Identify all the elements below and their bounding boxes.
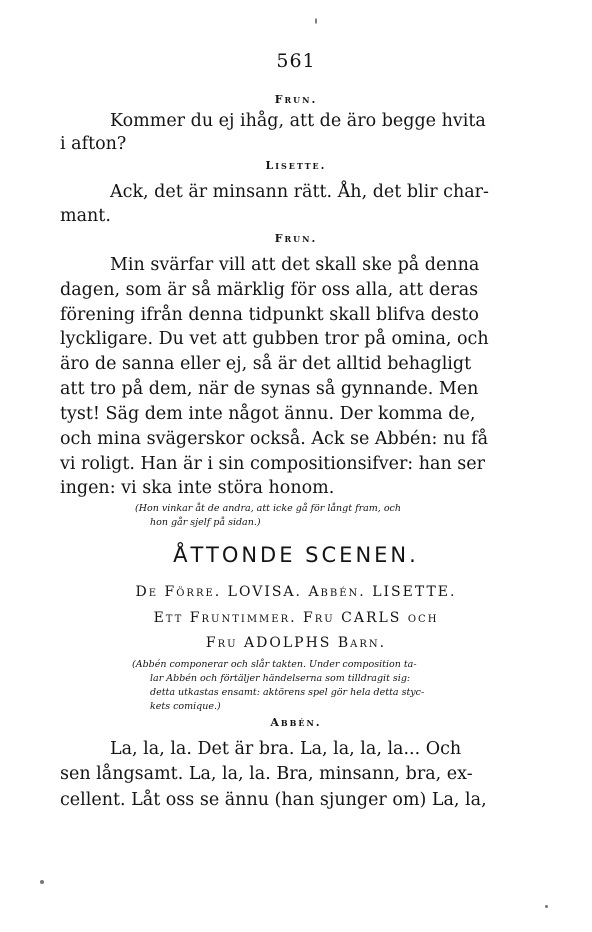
text-line: lyckligare. Du vet att gubben tror på omina, och: [60, 329, 489, 349]
speaker-label: Frun.: [274, 232, 318, 245]
speaker-label: Lisette.: [265, 159, 327, 172]
text-line: Min svärfar vill att det skall ske på denna: [110, 255, 480, 275]
text-line: att tro på dem, när de synas så gynnande. Men: [60, 379, 479, 399]
text-line: vi roligt. Han är i sin compositionsifver: han ser: [60, 454, 486, 474]
text-line: förening ifrån denna tidpunkt skall blifva desto: [60, 305, 479, 325]
cast-list-line: [0, 607, 592, 626]
text-line: tyst! Säg dem inte något ännu. Der komma de,: [60, 404, 476, 424]
cast-name: Ett Fruntimmer. Fru CARLS och: [153, 610, 439, 626]
text-line: och mina svägerskor också. Ack se Abbén: nu få: [60, 429, 489, 449]
speaker-label: Abbén.: [270, 716, 322, 729]
text-line: sen långsamt. La, la, la. Bra, minsann, bra, ex-: [60, 764, 473, 784]
text-line: i afton?: [60, 134, 127, 154]
cast-name: De Förre. LOVISA. Abbén. LISETTE.: [135, 584, 457, 600]
stage-direction-line: (Abbén componerar och slår takten. Under composition ta-: [132, 659, 417, 670]
stage-direction-line: kets comique.): [150, 701, 221, 712]
stage-direction-line: (Hon vinkar åt de andra, att icke gå för långt fram, och: [135, 503, 401, 514]
stage-direction-line: lar Abbén och förtäljer händelserna som tilldragit sig:: [150, 673, 411, 684]
text-line: äro de sanna eller ej, så är det alltid behagligt: [60, 354, 472, 374]
page-number: 561: [276, 50, 316, 72]
text-line: Ack, det är minsann rätt. Åh, det blir char-: [110, 182, 489, 202]
cast-name: Fru ADOLPHS Barn.: [205, 635, 387, 651]
text-line: ingen: vi ska inte störa honom.: [60, 478, 335, 498]
cast-list-line: [0, 632, 592, 651]
text-line: cellent. Låt oss se ännu (han sjunger om) La, la,: [60, 790, 487, 810]
text-line: dagen, som är så märklig för oss alla, att deras: [60, 280, 479, 300]
text-line: La, la, la. Det är bra. La, la, la, la... Och: [110, 739, 462, 759]
print-speck: [40, 880, 44, 884]
speaker-label: Frun.: [274, 93, 318, 106]
text-line: mant.: [60, 206, 111, 226]
scene-title: ÅTTONDE SCENEN.: [173, 543, 419, 567]
stage-direction-line: hon går sjelf på sidan.): [150, 517, 261, 528]
print-speck: [545, 905, 548, 908]
stage-direction-line: detta utkastas ensamt: aktörens spel gör hela detta styc-: [150, 687, 425, 698]
cast-list-line: [0, 581, 592, 600]
print-speck: [315, 18, 317, 24]
text-line: Kommer du ej ihåg, att de äro begge hvita: [110, 111, 486, 131]
